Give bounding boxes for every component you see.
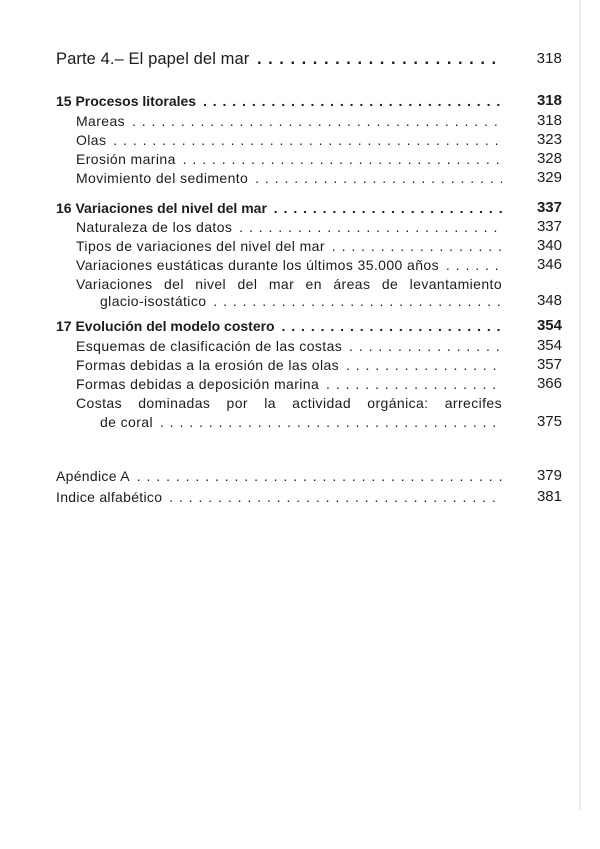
toc-item-esquemas-clasificacion[interactable] <box>76 336 562 356</box>
dot-leader <box>56 316 502 336</box>
toc-item-formas-deposicion[interactable] <box>76 374 562 394</box>
item-title: Naturaleza de los datos <box>76 219 233 235</box>
chapter-page-number: 337 <box>536 199 562 216</box>
appendix-page-number: 379 <box>536 467 562 484</box>
item-title-line2: glacio-isostático <box>100 293 207 309</box>
toc-item-costas-organicas-line1[interactable] <box>76 393 562 413</box>
item-title-line1: Costas dominadas por la actividad orgánica: arrecifes <box>76 395 502 411</box>
toc-item-formas-erosion[interactable] <box>76 355 562 375</box>
dot-leader <box>56 466 502 486</box>
item-title-line2: de coral <box>100 414 154 430</box>
toc-chapter-15[interactable] <box>56 91 562 111</box>
item-page-number: 366 <box>536 375 562 392</box>
dot-leader <box>76 217 502 237</box>
dot-leader <box>76 130 502 150</box>
toc-chapter-17[interactable] <box>56 316 562 336</box>
item-page-number: 354 <box>536 337 562 354</box>
toc-item-variaciones-eustaticas[interactable] <box>76 255 562 275</box>
chapter-page-number: 354 <box>536 317 562 334</box>
appendix-title: Indice alfabético <box>56 489 163 505</box>
chapter-title: 16 Variaciones del nivel del mar <box>56 200 267 216</box>
dot-leader <box>76 236 502 256</box>
item-page-number: 318 <box>536 112 562 129</box>
toc-item-variaciones-glacio[interactable] <box>100 291 562 311</box>
item-title: Olas <box>76 132 107 148</box>
toc-item-costas-organicas[interactable] <box>100 412 562 432</box>
dot-leader <box>76 255 502 275</box>
item-title: Formas debidas a deposición marina <box>76 376 320 392</box>
part-page-number: 318 <box>536 50 562 67</box>
dot-leader <box>56 49 502 69</box>
dot-leader <box>76 374 502 394</box>
dot-leader <box>76 111 502 131</box>
toc-appendix-a[interactable] <box>56 466 562 486</box>
toc-item-mareas[interactable] <box>76 111 562 131</box>
dot-leader <box>76 149 502 169</box>
item-page-number: 323 <box>536 131 562 148</box>
toc-chapter-16[interactable] <box>56 198 562 218</box>
toc-item-naturaleza-datos[interactable] <box>76 217 562 237</box>
chapter-page-number: 318 <box>536 92 562 109</box>
dot-leader <box>100 412 502 432</box>
toc-item-tipos-variaciones[interactable] <box>76 236 562 256</box>
toc-indice-alfabetico[interactable] <box>56 487 562 507</box>
dot-leader <box>56 91 502 111</box>
item-page-number: 329 <box>536 169 562 186</box>
item-title: Erosión marina <box>76 151 176 167</box>
appendix-page-number: 381 <box>536 488 562 505</box>
toc-item-olas[interactable] <box>76 130 562 150</box>
toc-item-erosion-marina[interactable] <box>76 149 562 169</box>
appendix-title: Apéndice A <box>56 468 130 484</box>
item-title: Esquemas de clasificación de las costas <box>76 338 343 354</box>
dot-leader <box>56 487 502 507</box>
chapter-title: 15 Procesos litorales <box>56 93 197 109</box>
item-page-number: 340 <box>536 237 562 254</box>
toc-item-movimiento-sedimento[interactable] <box>76 168 562 188</box>
part-title: Parte 4.– El papel del mar <box>56 50 250 68</box>
item-title: Variaciones eustáticas durante los últimos 35.000 años <box>76 257 439 273</box>
item-title: Movimiento del sedimento <box>76 170 249 186</box>
item-page-number: 346 <box>536 256 562 273</box>
page-edge-line <box>579 0 581 810</box>
dot-leader <box>100 291 502 311</box>
item-page-number: 328 <box>536 150 562 167</box>
item-title-line1: Variaciones del nivel del mar en áreas de levantamiento <box>76 276 502 292</box>
dot-leader <box>76 355 502 375</box>
item-page-number: 375 <box>536 413 562 430</box>
item-title: Formas debidas a la erosión de las olas <box>76 357 340 373</box>
dot-leader <box>76 168 502 188</box>
dot-leader <box>56 198 502 218</box>
item-title: Tipos de variaciones del nivel del mar <box>76 238 325 254</box>
item-page-number: 357 <box>536 356 562 373</box>
chapter-title: 17 Evolución del modelo costero <box>56 318 275 334</box>
toc-part-heading[interactable] <box>56 49 562 69</box>
dot-leader <box>76 336 502 356</box>
item-page-number: 337 <box>536 218 562 235</box>
item-title: Mareas <box>76 113 126 129</box>
item-page-number: 348 <box>536 292 562 309</box>
